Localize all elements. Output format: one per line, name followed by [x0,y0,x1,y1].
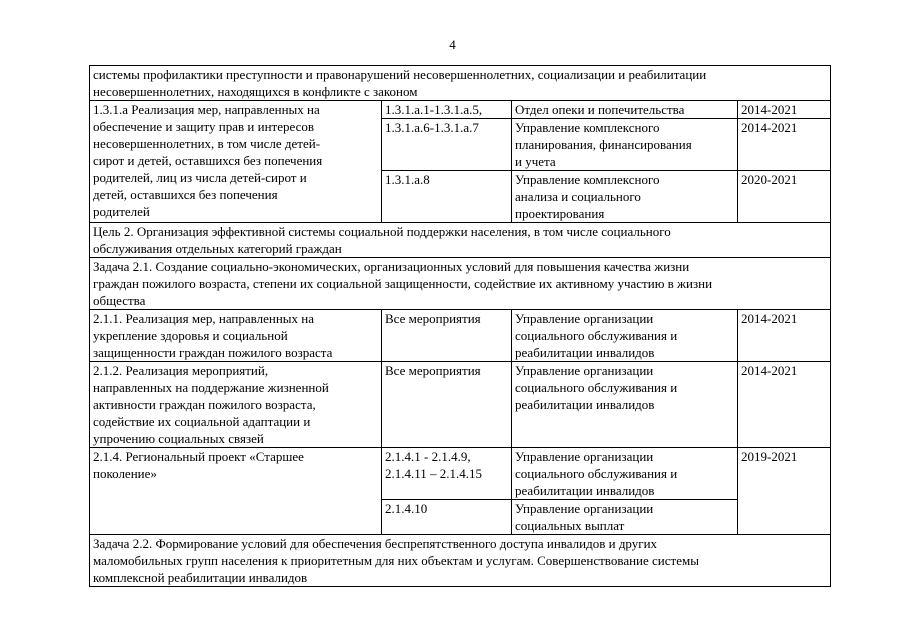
period-cell: 2020-2021 [738,171,831,223]
events-cell: 1.3.1.а.8 [382,171,512,223]
executor-cell: Отдел опеки и попечительства [512,101,738,119]
table-row [90,362,831,448]
table-row [90,66,831,101]
measure-title: 2.1.2. Реализация мероприятий, направленных на поддержание жизненной активности граждан пожилого возраста, содействие их социальной адаптации и упрочению социальных связей [90,362,382,448]
page-number: 4 [449,37,456,52]
table-row [90,310,831,362]
section-text: системы профилактики преступности и правонарушений несовершеннолетних, социализации и реабилитации несовершеннолетних, находящихся в конфликте с законом [90,66,831,101]
table-row [90,223,831,258]
table-row [90,101,831,119]
events-cell: 2.1.4.1 - 2.1.4.9, 2.1.4.11 – 2.1.4.15 [382,448,512,500]
events-cell: 1.3.1.а.6-1.3.1.а.7 [382,119,512,171]
period-cell: 2019-2021 [738,448,831,535]
goal-text: Цель 2. Организация эффективной системы социальной поддержки населения, в том числе социального обслуживания отдельных категорий граждан [90,223,831,258]
executor-cell: Управление организации социальных выплат [512,500,738,535]
events-cell: Все мероприятия [382,362,512,448]
task-text: Задача 2.1. Создание социально-экономических, организационных условий для повышения качества жизни граждан пожилого возраста, степени их социальной защищенности, содействие их активному участию в жизни общества [90,258,831,310]
table-row [90,448,831,500]
executor-cell: Управление организации социального обслуживания и реабилитации инвалидов [512,362,738,448]
measure-title: 2.1.4. Региональный проект «Старшее поколение» [90,448,382,535]
executor-cell: Управление комплексного планирования, финансирования и учета [512,119,738,171]
executor-cell: Управление комплексного анализа и социального проектирования [512,171,738,223]
events-cell: 2.1.4.10 [382,500,512,535]
period-cell: 2014-2021 [738,310,831,362]
table-row [90,258,831,310]
measure-title: 1.3.1.а Реализация мер, направленных на обеспечение и защиту прав и интересов несовершеннолетних, в том числе детей- сирот и детей, оставшихся без попечения родителей, лиц из числа детей-сирот и детей, оставшихся без попечения родителей [90,101,382,223]
events-cell: 1.3.1.а.1-1.3.1.а.5, [382,101,512,119]
executor-cell: Управление организации социального обслуживания и реабилитации инвалидов [512,448,738,500]
period-cell: 2014-2021 [738,119,831,171]
program-measures-table [89,65,831,587]
events-cell: Все мероприятия [382,310,512,362]
measure-title: 2.1.1. Реализация мер, направленных на укрепление здоровья и социальной защищенности граждан пожилого возраста [90,310,382,362]
period-cell: 2014-2021 [738,101,831,119]
task-text: Задача 2.2. Формирование условий для обеспечения беспрепятственного доступа инвалидов и других маломобильных групп населения к приоритетным для них объектам и услугам. Совершенствование системы комплексной реабилитации инвалидов [90,535,831,587]
executor-cell: Управление организации социального обслуживания и реабилитации инвалидов [512,310,738,362]
table-row [90,535,831,587]
period-cell: 2014-2021 [738,362,831,448]
